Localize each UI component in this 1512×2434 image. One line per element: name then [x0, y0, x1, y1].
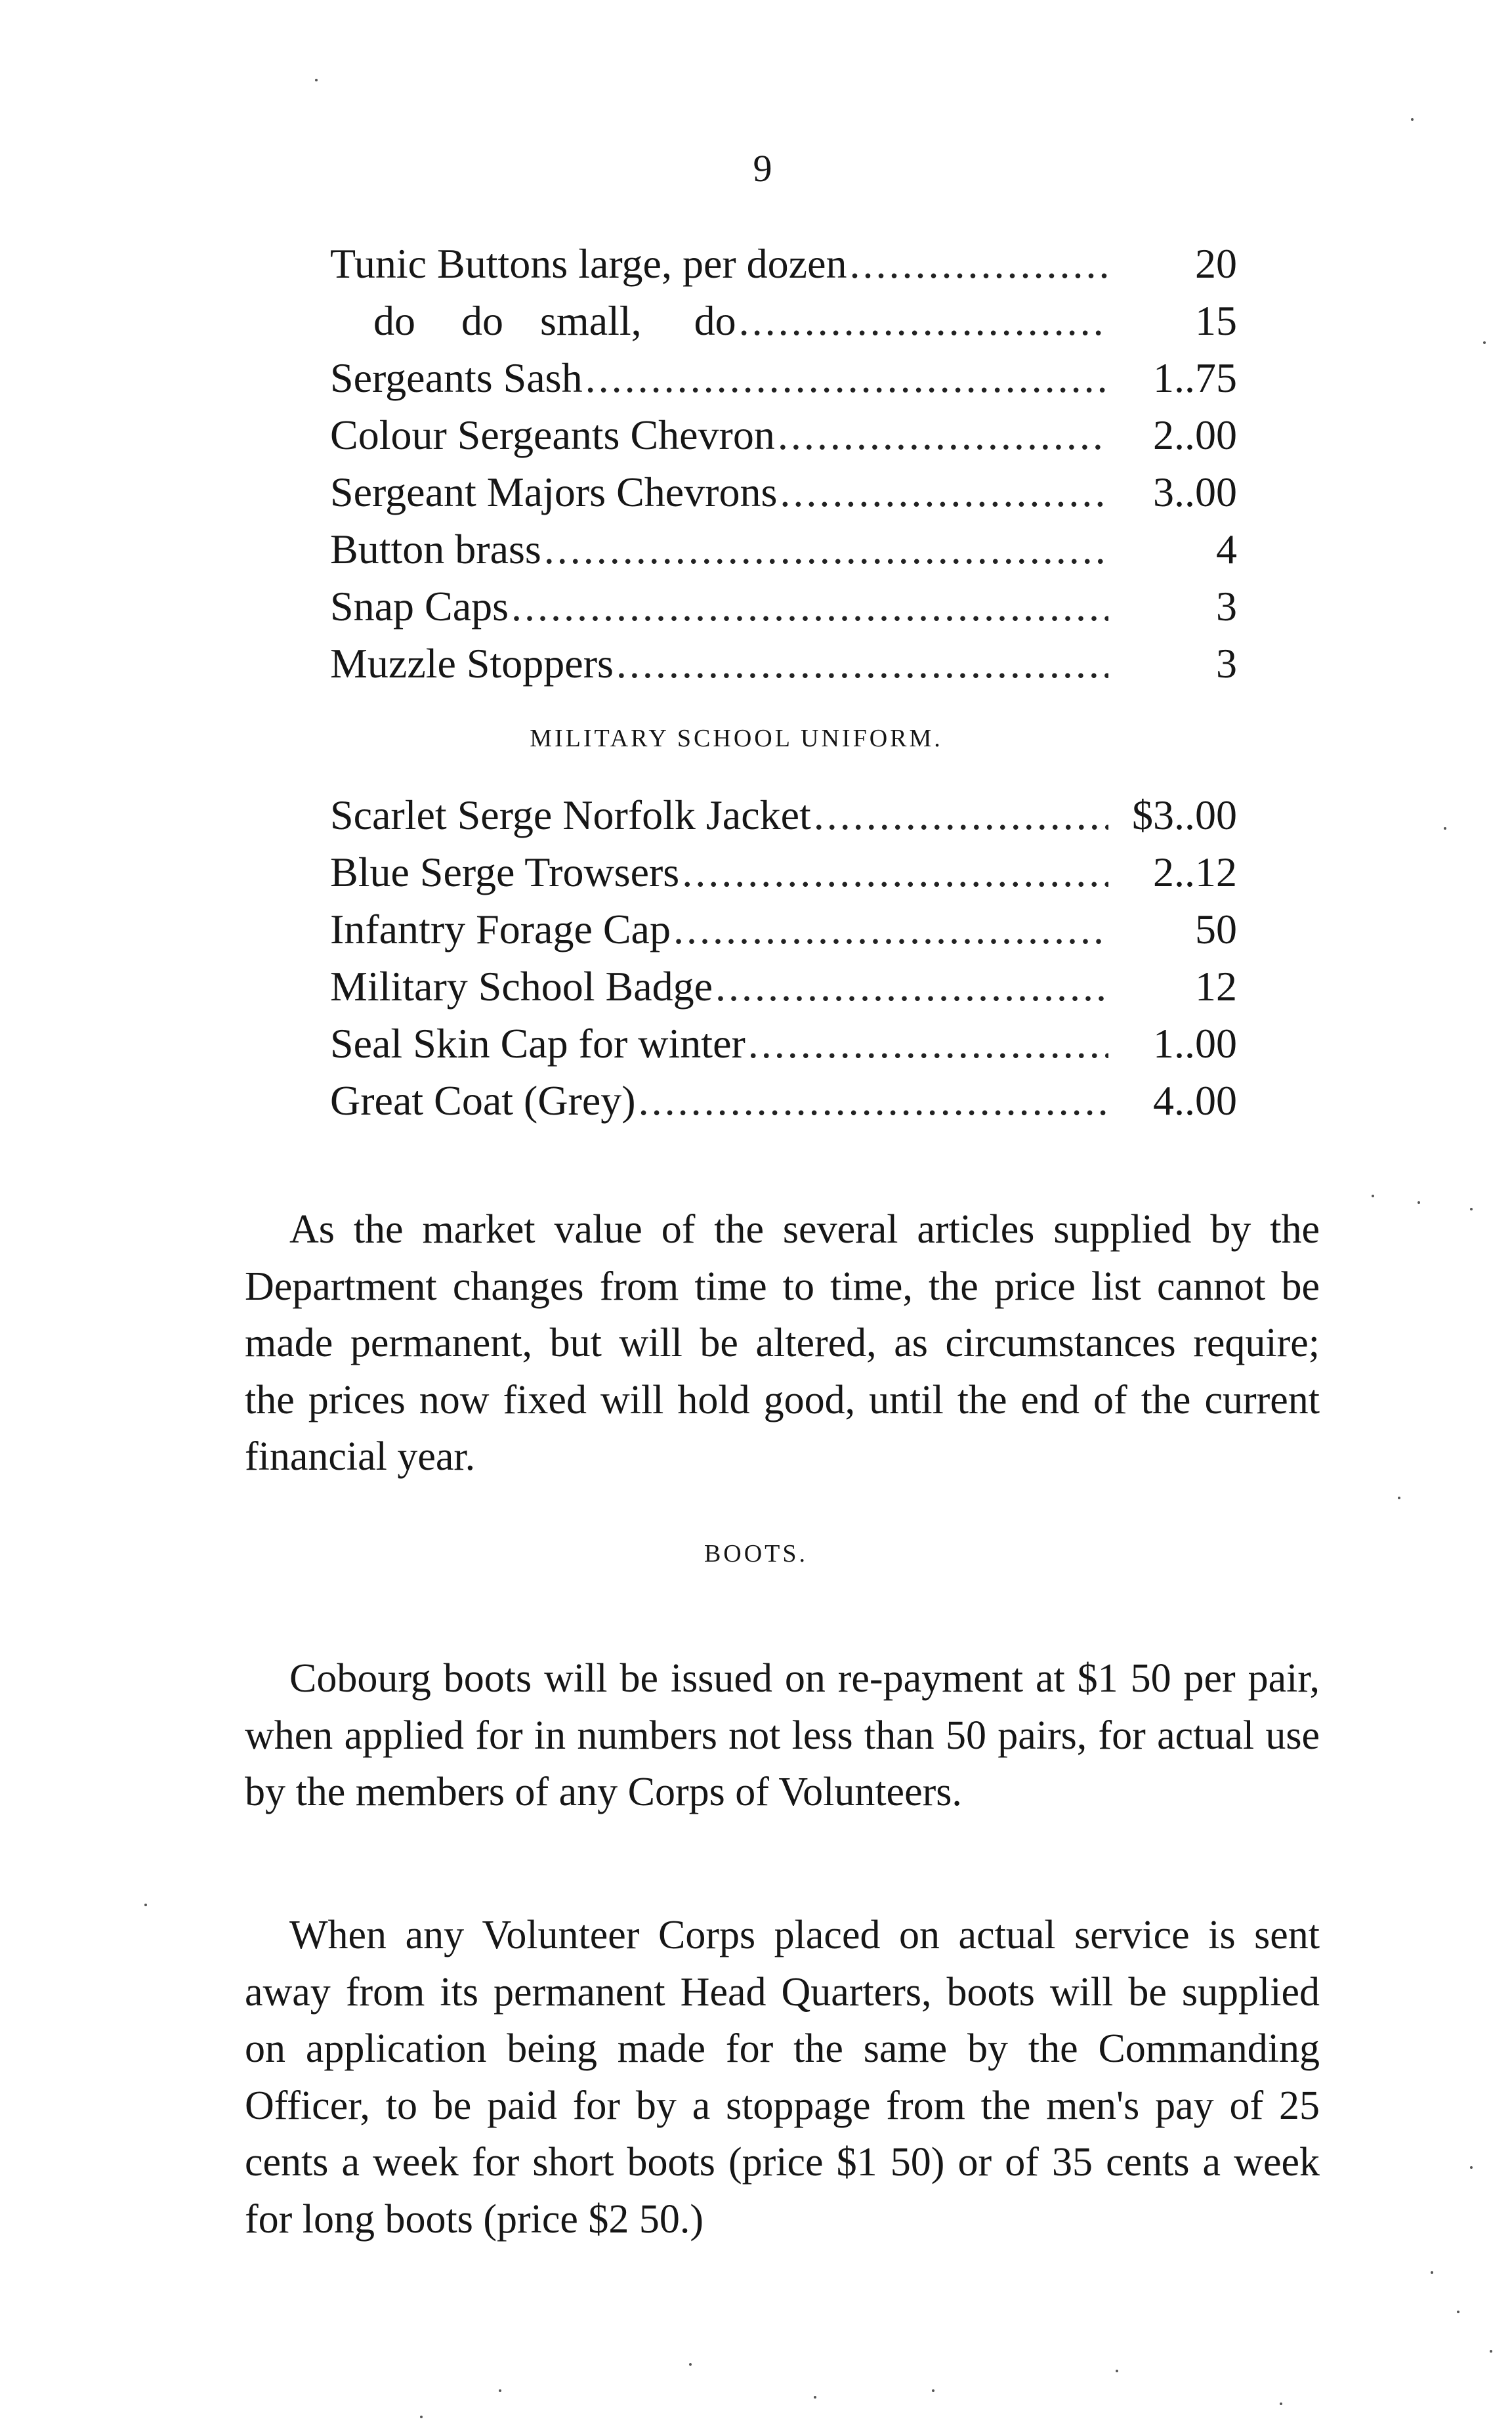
price-value: 2..00 — [1153, 412, 1237, 458]
ditto-mark: do — [461, 297, 503, 344]
dot-leader — [511, 578, 1108, 635]
price-row — [330, 292, 1237, 349]
dot-leader — [544, 521, 1108, 578]
price-item-name: Seal Skin Cap for winter — [330, 1020, 746, 1067]
price-item-name: Great Coat (Grey) — [330, 1077, 636, 1124]
price-item-name: Infantry Forage Cap — [330, 906, 671, 952]
price-item-name: Sergeant Majors Chevrons — [330, 469, 778, 515]
price-row — [330, 843, 1237, 901]
price-value: 3 — [1216, 640, 1237, 687]
price-item-name: Scarlet Serge Norfolk Jacket — [330, 792, 811, 838]
dot-leader — [639, 1072, 1108, 1129]
paragraph-active-service-boots: When any Volunteer Corps placed on actual service is sent away from its permanent Head Quarters, boots will be supplied on application being made for the same by the Commanding Officer, to be paid for by a stoppage from the men's pay of 25 cents a week for short boots (price $1 50) or of 35 cents a week for long boots (price $2 50.) — [245, 1913, 1320, 2242]
price-row — [330, 463, 1237, 521]
price-value: 20 — [1195, 240, 1237, 287]
price-value: 50 — [1195, 906, 1237, 952]
price-item-name: Blue Serge Trowsers — [330, 849, 680, 895]
price-item-name: Colour Sergeants Chevron — [330, 412, 775, 458]
price-row — [330, 1072, 1237, 1129]
price-row — [330, 786, 1237, 843]
page-number: 9 — [753, 147, 772, 190]
dot-leader — [585, 349, 1108, 406]
price-row — [330, 1015, 1237, 1072]
paragraph-market-value: As the market value of the several articles supplied by the Department changes from time to time, the price list cannot be made permanent, but will be altered, as circumstances require; the prices now fixed will hold good, until the end of the current financial year. — [245, 1207, 1320, 1479]
dot-leader — [739, 292, 1108, 349]
price-value: 4 — [1216, 526, 1237, 572]
price-row — [330, 578, 1237, 635]
price-item-name: Muzzle Stoppers — [330, 640, 614, 687]
section-heading-boots: BOOTS. — [704, 1540, 808, 1568]
price-value: 3 — [1216, 583, 1237, 630]
price-value: $3..00 — [1132, 792, 1237, 838]
dot-leader — [849, 235, 1108, 292]
price-list-equipment — [330, 235, 1237, 692]
price-row — [330, 901, 1237, 958]
price-value: 1..75 — [1153, 354, 1237, 401]
paragraph-cobourg-boots: Cobourg boots will be issued on re-payment at $1 50 per pair, when applied for in numbers not less than 50 pairs, for actual use by the members of any Corps of Volunteers. — [245, 1656, 1320, 1814]
price-value: 3..00 — [1153, 469, 1237, 515]
price-value: 12 — [1195, 963, 1237, 1010]
dot-leader — [780, 463, 1108, 521]
price-item-name — [330, 292, 736, 349]
section-heading-military-school-uniform: MILITARY SCHOOL UNIFORM. — [530, 725, 943, 752]
price-item-size: small, — [540, 297, 642, 344]
price-row — [330, 406, 1237, 463]
price-row — [330, 349, 1237, 406]
price-row — [330, 235, 1237, 292]
dot-leader — [748, 1015, 1108, 1072]
dot-leader — [778, 406, 1108, 463]
price-row — [330, 958, 1237, 1015]
price-value: 15 — [1195, 297, 1237, 344]
dot-leader — [673, 901, 1108, 958]
dot-leader — [682, 843, 1108, 901]
price-list-uniform — [330, 786, 1237, 1129]
price-item-name: Snap Caps — [330, 583, 509, 630]
price-item-name: Military School Badge — [330, 963, 713, 1010]
ditto-mark: do — [694, 297, 736, 344]
price-item-name: Sergeants Sash — [330, 354, 583, 401]
ditto-mark: do — [373, 297, 415, 344]
price-value: 1..00 — [1153, 1020, 1237, 1067]
price-item-name: Button brass — [330, 526, 541, 572]
dot-leader — [715, 958, 1108, 1015]
price-value: 4..00 — [1153, 1077, 1237, 1124]
price-row — [330, 635, 1237, 692]
dot-leader — [616, 635, 1108, 692]
dot-leader — [814, 786, 1108, 843]
price-item-name: Tunic Buttons large, per dozen — [330, 240, 847, 287]
price-value: 2..12 — [1153, 849, 1237, 895]
price-row — [330, 521, 1237, 578]
